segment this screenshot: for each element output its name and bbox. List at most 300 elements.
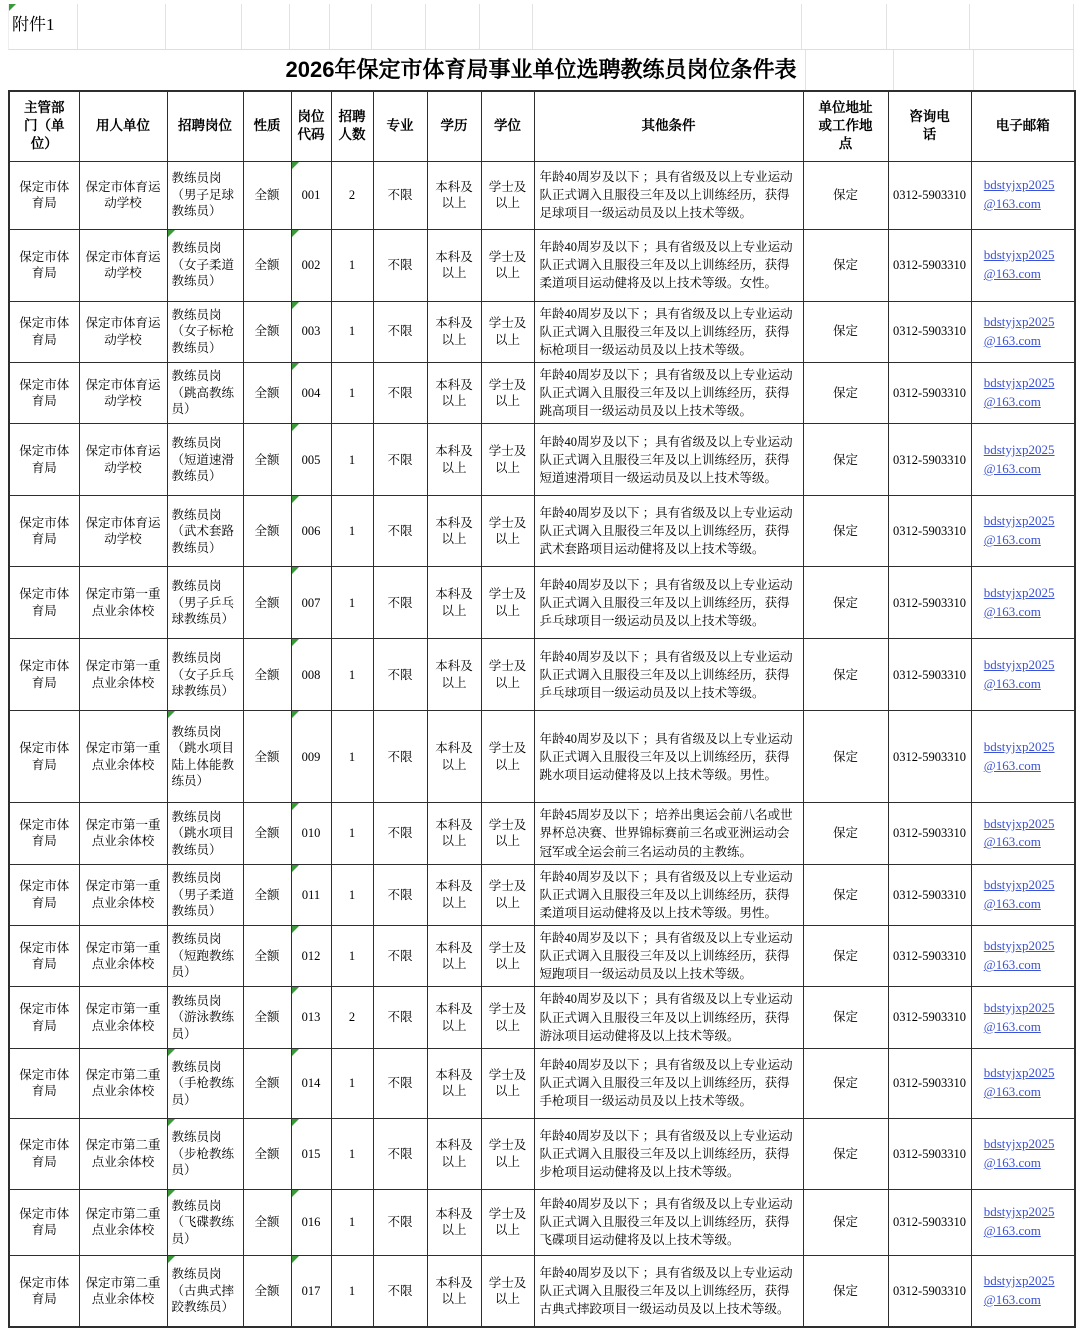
column-header-label: 专业: [386, 118, 414, 134]
degree-cell: 学士及以上: [481, 1048, 534, 1118]
nature-cell: 全额: [243, 362, 291, 423]
email-link[interactable]: bdstyjxp2025@163.com: [983, 247, 1055, 281]
employer-cell: 保定市第一重点业余体校: [79, 987, 167, 1048]
education-cell: 本科及以上: [427, 1118, 481, 1189]
count-cell: 1: [331, 803, 373, 864]
gridline-cell: [970, 4, 1074, 50]
email-link[interactable]: bdstyjxp2025@163.com: [983, 584, 1055, 619]
nature-cell: 全额: [243, 1189, 291, 1255]
nature-cell: 全额: [243, 424, 291, 496]
nature-cell: 全额: [243, 711, 291, 803]
dept-label: 保定市体育局: [19, 1002, 70, 1033]
location-cell: 保定: [803, 1255, 888, 1327]
major-cell: 不限: [373, 567, 427, 639]
position-cell: 教练员岗（飞碟教练员）: [167, 1189, 243, 1255]
email-link[interactable]: bdstyjxp2025@163.com: [983, 999, 1055, 1034]
gridline: [893, 50, 894, 90]
degree-cell: 学士及以上: [481, 803, 534, 864]
major-cell: 不限: [373, 229, 427, 301]
email-link[interactable]: bdstyjxp2025@163.com: [983, 441, 1055, 476]
position-cell: 教练员岗（步枪教练员）: [167, 1118, 243, 1189]
dept-cell: [9, 362, 79, 423]
gridline-cell: [533, 4, 802, 50]
gridline-cell: [887, 4, 970, 50]
degree-cell: 学士及以上: [481, 1255, 534, 1327]
email-cell: [971, 1255, 1075, 1327]
excel-gridline-strip: [8, 4, 1080, 50]
nature-cell: 全额: [243, 1118, 291, 1189]
position-cell: 教练员岗（游泳教练员）: [167, 987, 243, 1048]
column-header-label: 用人单位: [96, 118, 150, 134]
email-link[interactable]: bdstyjxp2025@163.com: [983, 375, 1055, 410]
email-cell: [971, 639, 1075, 711]
code-cell: 002: [291, 229, 331, 301]
table-row: [9, 567, 1075, 639]
email-cell: [971, 1189, 1075, 1255]
phone-cell: 0312-5903310: [888, 926, 971, 987]
count-cell: 1: [331, 362, 373, 423]
email-cell: [971, 301, 1075, 362]
column-header-label: 单位地址或工作地点: [818, 99, 873, 152]
employer-cell: 保定市体育运动学校: [79, 424, 167, 496]
table-row: [9, 639, 1075, 711]
dept-label: 保定市体育局: [19, 1206, 70, 1238]
gridline-cell: [802, 4, 887, 50]
dept-cell: [9, 1118, 79, 1189]
location-cell: 保定: [803, 1189, 888, 1255]
count-cell: 1: [331, 496, 373, 567]
degree-cell: 学士及以上: [481, 1118, 534, 1189]
dept-label: 保定市体育局: [19, 1067, 70, 1099]
code-cell: 013: [291, 987, 331, 1048]
education-cell: 本科及以上: [427, 1048, 481, 1118]
other-conditions-cell: 年龄40周岁及以下 ；具有省级及以上专业运动队正式调入且服役三年及以上训练经历，获得武术套路项目运动健将及以上技术等级。: [534, 496, 803, 567]
education-cell: 本科及以上: [427, 496, 481, 567]
nature-cell: 全额: [243, 803, 291, 864]
position-cell: 教练员岗（跳水项目陆上体能教练员）: [167, 711, 243, 803]
degree-cell: 学士及以上: [481, 926, 534, 987]
other-conditions-cell: 年龄40周岁及以下 ；具有省级及以上专业运动队正式调入且服役三年及以上训练经历，获得短道速滑项目一级运动员及以上技术等级。: [534, 424, 803, 496]
column-header-label: 其他条件: [641, 118, 696, 134]
major-cell: 不限: [373, 362, 427, 423]
position-cell: 教练员岗（男子足球教练员）: [167, 161, 243, 229]
count-cell: 2: [331, 987, 373, 1048]
employer-cell: 保定市体育运动学校: [79, 362, 167, 423]
employer-cell: 保定市第一重点业余体校: [79, 567, 167, 639]
phone-cell: 0312-5903310: [888, 1255, 971, 1327]
other-conditions-cell: 年龄40周岁及以下 ；具有省级及以上专业运动队正式调入且服役三年及以上训练经历，获得乒乓球项目一级运动员及以上技术等级。: [534, 639, 803, 711]
email-link[interactable]: bdstyjxp2025@163.com: [983, 1273, 1055, 1307]
dept-cell: [9, 1048, 79, 1118]
major-cell: 不限: [373, 987, 427, 1048]
major-cell: 不限: [373, 864, 427, 925]
email-cell: [971, 229, 1075, 301]
email-cell: [971, 362, 1075, 423]
employer-cell: 保定市第一重点业余体校: [79, 803, 167, 864]
email-link[interactable]: bdstyjxp2025@163.com: [983, 313, 1055, 348]
dept-label: 保定市体育局: [19, 587, 70, 618]
table-row: [9, 864, 1075, 925]
email-link[interactable]: bdstyjxp2025@163.com: [983, 738, 1055, 773]
dept-cell: [9, 639, 79, 711]
table-row: [9, 1189, 1075, 1255]
email-cell: [971, 864, 1075, 925]
other-conditions-cell: 年龄40周岁及以下 ；具有省级及以上专业运动队正式调入且服役三年及以上训练经历，获得短跑项目一级运动员及以上技术等级。: [534, 926, 803, 987]
position-cell: 教练员岗（武术套路教练员）: [167, 496, 243, 567]
dept-label: 保定市体育局: [19, 741, 70, 772]
position-cell: 教练员岗（跳高教练员）: [167, 362, 243, 423]
gridline-cell: [426, 4, 480, 50]
code-cell: 003: [291, 301, 331, 362]
table-row: [9, 1048, 1075, 1118]
code-cell: 016: [291, 1189, 331, 1255]
email-cell: [971, 926, 1075, 987]
position-cell: 教练员岗（女子乒乓球教练员）: [167, 639, 243, 711]
col-header-dept: [9, 91, 79, 161]
major-cell: 不限: [373, 1255, 427, 1327]
position-cell: 教练员岗（男子乒乓球教练员）: [167, 567, 243, 639]
col-header-position: [167, 91, 243, 161]
table-row: [9, 424, 1075, 496]
other-conditions-cell: 年龄40周岁及以下 ；具有省级及以上专业运动队正式调入且服役三年及以上训练经历，获得步枪项目运动健将及以上技术等级。: [534, 1118, 803, 1189]
column-header-label: 学历: [440, 118, 468, 134]
gridline: [1073, 50, 1074, 90]
phone-cell: 0312-5903310: [888, 1118, 971, 1189]
table-row: [9, 362, 1075, 423]
table-row: [9, 229, 1075, 301]
gridline-cell: [166, 4, 242, 50]
education-cell: 本科及以上: [427, 639, 481, 711]
degree-cell: 学士及以上: [481, 301, 534, 362]
col-header-email: [971, 91, 1075, 161]
phone-cell: 0312-5903310: [888, 987, 971, 1048]
major-cell: 不限: [373, 803, 427, 864]
other-conditions-cell: 年龄40周岁及以下 ；具有省级及以上专业运动队正式调入且服役三年及以上训练经历，获得柔道项目运动健将及以上技术等级。女性。: [534, 229, 803, 301]
nature-cell: 全额: [243, 1048, 291, 1118]
dept-cell: [9, 864, 79, 925]
nature-cell: 全额: [243, 567, 291, 639]
email-link[interactable]: bdstyjxp2025@163.com: [983, 1204, 1055, 1239]
position-cell: 教练员岗（古典式摔跤教练员）: [167, 1255, 243, 1327]
col-header-employer: [79, 91, 167, 161]
degree-cell: 学士及以上: [481, 639, 534, 711]
dept-label: 保定市体育局: [19, 316, 70, 347]
major-cell: 不限: [373, 424, 427, 496]
phone-cell: 0312-5903310: [888, 1048, 971, 1118]
count-cell: 1: [331, 1189, 373, 1255]
count-cell: 1: [331, 1255, 373, 1327]
table-row: [9, 1118, 1075, 1189]
dept-label: 保定市体育局: [19, 940, 70, 972]
other-conditions-cell: 年龄40周岁及以下 ；具有省级及以上专业运动队正式调入且服役三年及以上训练经历，获得跳水项目运动健将及以上技术等级。男性。: [534, 711, 803, 803]
location-cell: 保定: [803, 864, 888, 925]
degree-cell: 学士及以上: [481, 1189, 534, 1255]
email-link[interactable]: bdstyjxp2025@163.com: [983, 177, 1055, 211]
degree-cell: 学士及以上: [481, 362, 534, 423]
column-header-label: 主管部门（单位）: [24, 99, 65, 152]
email-cell: [971, 1118, 1075, 1189]
nature-cell: 全额: [243, 161, 291, 229]
other-conditions-cell: 年龄40周岁及以下 ；具有省级及以上专业运动队正式调入且服役三年及以上训练经历，获得足球项目一级运动员及以上技术等级。: [534, 161, 803, 229]
email-cell: [971, 1048, 1075, 1118]
location-cell: 保定: [803, 711, 888, 803]
email-cell: [971, 496, 1075, 567]
major-cell: 不限: [373, 1048, 427, 1118]
count-cell: 1: [331, 711, 373, 803]
position-cell: 教练员岗（男子柔道教练员）: [167, 864, 243, 925]
code-cell: 010: [291, 803, 331, 864]
phone-cell: 0312-5903310: [888, 803, 971, 864]
col-header-location: [803, 91, 888, 161]
code-cell: 007: [291, 567, 331, 639]
dept-label: 保定市体育局: [19, 659, 70, 690]
column-header-label: 学位: [494, 118, 521, 134]
education-cell: 本科及以上: [427, 711, 481, 803]
count-cell: 1: [331, 639, 373, 711]
column-header-label: 岗位代码: [297, 109, 325, 143]
education-cell: 本科及以上: [427, 987, 481, 1048]
email-link[interactable]: bdstyjxp2025@163.com: [983, 1065, 1055, 1100]
other-conditions-cell: 年龄40周岁及以下 ；具有省级及以上专业运动队正式调入且服役三年及以上训练经历，获得古典式摔跤项目一级运动员及以上技术等级。: [534, 1255, 803, 1327]
employer-cell: 保定市体育运动学校: [79, 229, 167, 301]
nature-cell: 全额: [243, 229, 291, 301]
education-cell: 本科及以上: [427, 1255, 481, 1327]
employer-cell: 保定市体育运动学校: [79, 301, 167, 362]
email-link[interactable]: bdstyjxp2025@163.com: [983, 938, 1055, 973]
table-row: [9, 987, 1075, 1048]
count-cell: 1: [331, 864, 373, 925]
table-row: [9, 1255, 1075, 1327]
location-cell: 保定: [803, 424, 888, 496]
position-cell: 教练员岗（女子柔道教练员）: [167, 229, 243, 301]
nature-cell: 全额: [243, 926, 291, 987]
count-cell: 1: [331, 567, 373, 639]
dept-label: 保定市体育局: [19, 1275, 70, 1306]
dept-cell: [9, 1255, 79, 1327]
employer-cell: 保定市体育运动学校: [79, 161, 167, 229]
positions-table: [8, 90, 1076, 1328]
location-cell: 保定: [803, 926, 888, 987]
col-header-major: [373, 91, 427, 161]
dept-cell: [9, 711, 79, 803]
col-header-other-conditions: [534, 91, 803, 161]
table-row: [9, 301, 1075, 362]
other-conditions-cell: 年龄45周岁及以下 ；培养出奥运会前八名或世界杯总决赛、世界锦标赛前三名或亚洲运动会冠军或全运会前三名运动员的主教练。: [534, 803, 803, 864]
email-cell: [971, 803, 1075, 864]
location-cell: 保定: [803, 161, 888, 229]
dept-label: 保定市体育局: [19, 515, 70, 547]
count-cell: 1: [331, 1118, 373, 1189]
header-row: [9, 91, 1075, 161]
location-cell: 保定: [803, 1048, 888, 1118]
email-cell: [971, 711, 1075, 803]
employer-cell: 保定市第一重点业余体校: [79, 926, 167, 987]
dept-cell: [9, 496, 79, 567]
position-cell: 教练员岗（女子标枪教练员）: [167, 301, 243, 362]
location-cell: 保定: [803, 229, 888, 301]
other-conditions-cell: 年龄40周岁及以下 ；具有省级及以上专业运动队正式调入且服役三年及以上训练经历，获得标枪项目一级运动员及以上技术等级。: [534, 301, 803, 362]
location-cell: 保定: [803, 639, 888, 711]
email-cell: [971, 567, 1075, 639]
gridline-cell: [330, 4, 372, 50]
gridline-cell: [78, 4, 166, 50]
dept-cell: [9, 567, 79, 639]
nature-cell: 全额: [243, 864, 291, 925]
other-conditions-cell: 年龄40周岁及以下 ；具有省级及以上专业运动队正式调入且服役三年及以上训练经历，获得跳高项目一级运动员及以上技术等级。: [534, 362, 803, 423]
other-conditions-cell: 年龄40周岁及以下 ；具有省级及以上专业运动队正式调入且服役三年及以上训练经历，获得飞碟项目运动健将及以上技术等级。: [534, 1189, 803, 1255]
education-cell: 本科及以上: [427, 229, 481, 301]
email-link[interactable]: bdstyjxp2025@163.com: [983, 815, 1055, 850]
table-row: [9, 496, 1075, 567]
employer-cell: 保定市第二重点业余体校: [79, 1118, 167, 1189]
gridline-cell: [290, 4, 330, 50]
employer-cell: 保定市体育运动学校: [79, 496, 167, 567]
code-cell: 008: [291, 639, 331, 711]
column-header-label: 招聘人数: [338, 109, 366, 143]
phone-cell: 0312-5903310: [888, 711, 971, 803]
location-cell: 保定: [803, 362, 888, 423]
position-cell: 教练员岗（短道速滑教练员）: [167, 424, 243, 496]
dept-label: 保定市体育局: [19, 1138, 70, 1169]
col-header-count: [331, 91, 373, 161]
nature-cell: 全额: [243, 301, 291, 362]
education-cell: 本科及以上: [427, 864, 481, 925]
location-cell: 保定: [803, 567, 888, 639]
education-cell: 本科及以上: [427, 161, 481, 229]
dept-cell: [9, 926, 79, 987]
other-conditions-cell: 年龄40周岁及以下 ；具有省级及以上专业运动队正式调入且服役三年及以上训练经历，获得乒乓球项目一级运动员及以上技术等级。: [534, 567, 803, 639]
degree-cell: 学士及以上: [481, 987, 534, 1048]
col-header-degree: [481, 91, 534, 161]
col-header-code: [291, 91, 331, 161]
col-header-education: [427, 91, 481, 161]
phone-cell: 0312-5903310: [888, 424, 971, 496]
employer-cell: 保定市第一重点业余体校: [79, 864, 167, 925]
count-cell: 1: [331, 926, 373, 987]
education-cell: 本科及以上: [427, 567, 481, 639]
employer-cell: 保定市第一重点业余体校: [79, 711, 167, 803]
degree-cell: 学士及以上: [481, 229, 534, 301]
count-cell: 1: [331, 301, 373, 362]
degree-cell: 学士及以上: [481, 567, 534, 639]
major-cell: 不限: [373, 496, 427, 567]
major-cell: 不限: [373, 639, 427, 711]
gridline-cell: [480, 4, 533, 50]
degree-cell: 学士及以上: [481, 711, 534, 803]
location-cell: 保定: [803, 987, 888, 1048]
dept-cell: [9, 229, 79, 301]
nature-cell: 全额: [243, 639, 291, 711]
nature-cell: 全额: [243, 496, 291, 567]
dept-cell: [9, 424, 79, 496]
email-cell: [971, 424, 1075, 496]
phone-cell: 0312-5903310: [888, 301, 971, 362]
gridline: [805, 50, 806, 90]
other-conditions-cell: 年龄40周岁及以下 ；具有省级及以上专业运动队正式调入且服役三年及以上训练经历，获得手枪项目一级运动员及以上技术等级。: [534, 1048, 803, 1118]
education-cell: 本科及以上: [427, 301, 481, 362]
nature-cell: 全额: [243, 1255, 291, 1327]
other-conditions-cell: 年龄40周岁及以下 ；具有省级及以上专业运动队正式调入且服役三年及以上训练经历，获得柔道项目运动健将及以上技术等级。男性。: [534, 864, 803, 925]
education-cell: 本科及以上: [427, 803, 481, 864]
phone-cell: 0312-5903310: [888, 864, 971, 925]
table-row: [9, 161, 1075, 229]
email-link[interactable]: bdstyjxp2025@163.com: [983, 656, 1055, 691]
col-header-nature: [243, 91, 291, 161]
degree-cell: 学士及以上: [481, 424, 534, 496]
table-row: [9, 803, 1075, 864]
phone-cell: 0312-5903310: [888, 496, 971, 567]
column-header-label: 电子邮箱: [995, 118, 1050, 134]
dept-label: 保定市体育局: [19, 444, 70, 475]
count-cell: 2: [331, 161, 373, 229]
column-header-label: 咨询电话: [909, 109, 950, 143]
dept-label: 保定市体育局: [19, 377, 70, 409]
code-cell: 014: [291, 1048, 331, 1118]
gridline: [973, 50, 974, 90]
dept-cell: [9, 1189, 79, 1255]
employer-cell: 保定市第二重点业余体校: [79, 1255, 167, 1327]
education-cell: 本科及以上: [427, 926, 481, 987]
code-cell: 006: [291, 496, 331, 567]
position-cell: 教练员岗（跳水项目教练员）: [167, 803, 243, 864]
degree-cell: 学士及以上: [481, 161, 534, 229]
position-cell: 教练员岗（短跑教练员）: [167, 926, 243, 987]
degree-cell: 学士及以上: [481, 496, 534, 567]
dept-label: 保定市体育局: [19, 249, 70, 280]
nature-cell: 全额: [243, 987, 291, 1048]
dept-label: 保定市体育局: [19, 879, 70, 910]
code-cell: 009: [291, 711, 331, 803]
dept-label: 保定市体育局: [19, 817, 70, 849]
table-row: [9, 926, 1075, 987]
dept-cell: [9, 987, 79, 1048]
code-cell: 005: [291, 424, 331, 496]
email-link[interactable]: bdstyjxp2025@163.com: [983, 1135, 1055, 1170]
phone-cell: 0312-5903310: [888, 639, 971, 711]
employer-cell: 保定市第一重点业余体校: [79, 639, 167, 711]
col-header-phone: [888, 91, 971, 161]
degree-cell: 学士及以上: [481, 864, 534, 925]
phone-cell: 0312-5903310: [888, 1189, 971, 1255]
employer-cell: 保定市第二重点业余体校: [79, 1048, 167, 1118]
education-cell: 本科及以上: [427, 424, 481, 496]
major-cell: 不限: [373, 711, 427, 803]
major-cell: 不限: [373, 1118, 427, 1189]
code-cell: 011: [291, 864, 331, 925]
email-cell: [971, 987, 1075, 1048]
column-header-label: 招聘岗位: [178, 118, 232, 134]
page-title: 2026年保定市体育局事业单位选聘教练员岗位条件表: [285, 57, 797, 82]
gridline-cell: [372, 4, 426, 50]
code-cell: 004: [291, 362, 331, 423]
phone-cell: 0312-5903310: [888, 229, 971, 301]
code-cell: 015: [291, 1118, 331, 1189]
employer-cell: 保定市第二重点业余体校: [79, 1189, 167, 1255]
gridline-cell: [242, 4, 290, 50]
email-link[interactable]: bdstyjxp2025@163.com: [983, 513, 1055, 548]
dept-cell: [9, 803, 79, 864]
phone-cell: 0312-5903310: [888, 362, 971, 423]
table-row: [9, 711, 1075, 803]
location-cell: 保定: [803, 803, 888, 864]
other-conditions-cell: 年龄40周岁及以下 ；具有省级及以上专业运动队正式调入且服役三年及以上训练经历，获得游泳项目运动健将及以上技术等级。: [534, 987, 803, 1048]
attachment-label: 附件1: [8, 4, 78, 50]
dept-cell: [9, 301, 79, 362]
major-cell: 不限: [373, 926, 427, 987]
code-cell: 012: [291, 926, 331, 987]
email-cell: [971, 161, 1075, 229]
email-link[interactable]: bdstyjxp2025@163.com: [983, 876, 1055, 911]
